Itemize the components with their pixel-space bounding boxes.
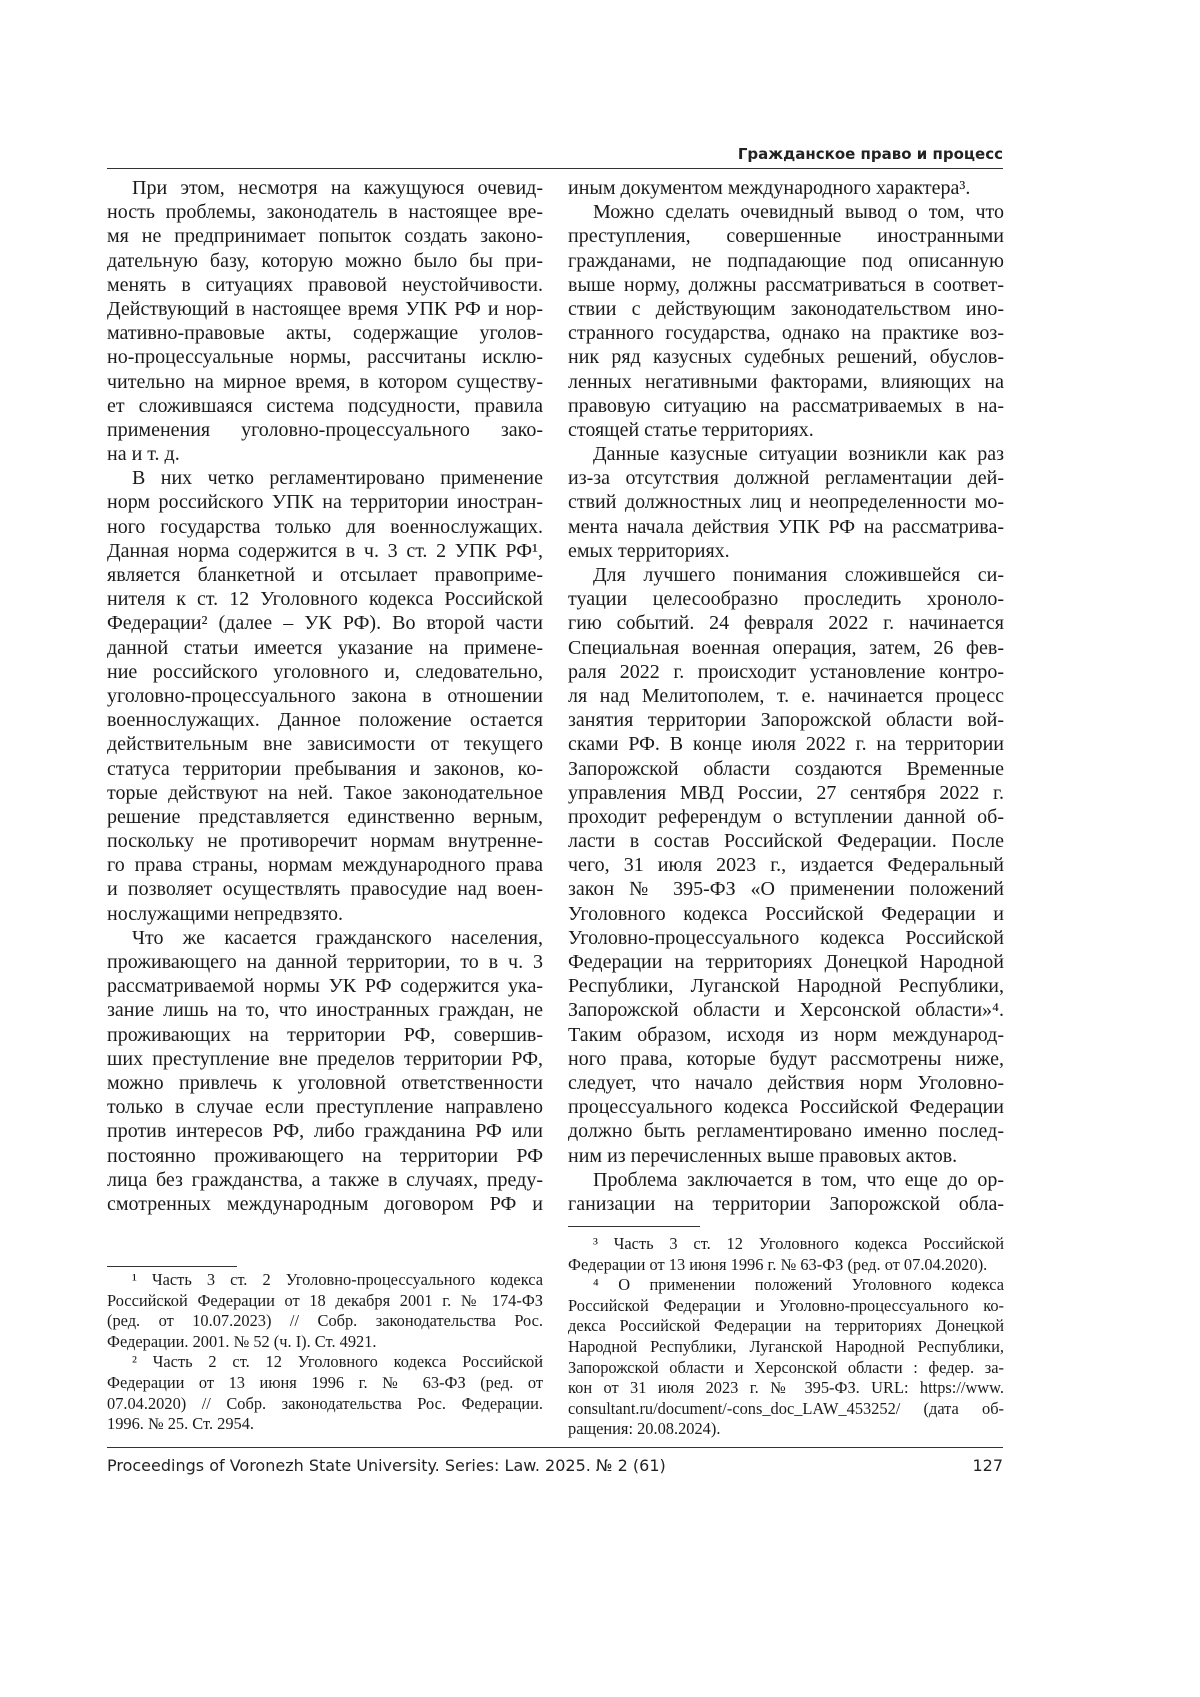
text-line: ность проблемы, законодатель в настоящее вре- bbox=[107, 200, 543, 224]
text-line: емых территориях. bbox=[568, 539, 1004, 563]
text-line: Российской Федерации и Уголовно-процессуального ко- bbox=[568, 1296, 1004, 1317]
text-line: из-за отсутствия должной регламентации дей- bbox=[568, 466, 1004, 490]
text-line: Специальная военная операция, затем, 26 фев- bbox=[568, 636, 1004, 660]
footnotes-left bbox=[107, 1270, 543, 1435]
paragraph bbox=[568, 200, 1004, 442]
text-line: Таким образом, исходя из норм международ- bbox=[568, 1023, 1004, 1047]
footnote bbox=[107, 1352, 543, 1434]
text-line: ¹ Часть 3 ст. 2 Уголовно-процессуального кодекса bbox=[107, 1270, 543, 1291]
footnote bbox=[568, 1275, 1004, 1440]
text-line: Запорожской области и Херсонской области»⁴. bbox=[568, 998, 1004, 1022]
text-line: и позволяет осуществлять правосудие над воен- bbox=[107, 877, 543, 901]
text-line: (ред. от 10.07.2023) // Собр. законодательства Рос. bbox=[107, 1311, 543, 1332]
text-line: поскольку не противоречит нормам внутренне- bbox=[107, 829, 543, 853]
text-line: но-процессуальные нормы, рассчитаны исклю- bbox=[107, 345, 543, 369]
text-line: Проблема заключается в том, что еще до ор- bbox=[568, 1168, 1004, 1192]
text-line: норм российского УПК на территории иностран- bbox=[107, 490, 543, 514]
text-line: стоящей статье территориях. bbox=[568, 418, 1004, 442]
text-line: закон № 395-ФЗ «О применении положений bbox=[568, 877, 1004, 901]
text-line: торые действуют на ней. Такое законодательное bbox=[107, 781, 543, 805]
text-line: ⁴ О применении положений Уголовного кодекса bbox=[568, 1275, 1004, 1296]
text-line: Республики, Луганской Народной Республики, bbox=[568, 974, 1004, 998]
text-line: менять в ситуациях правовой неустойчивости. bbox=[107, 273, 543, 297]
text-line: иным документом международного характера³. bbox=[568, 176, 1004, 200]
text-line: ласти в состав Российской Федерации. После bbox=[568, 829, 1004, 853]
text-line: Действующий в настоящее время УПК РФ и нор- bbox=[107, 297, 543, 321]
text-line: странного государства, однако на практике воз- bbox=[568, 321, 1004, 345]
text-line: только в случае если преступление направлено bbox=[107, 1095, 543, 1119]
footnote-separator-right bbox=[568, 1226, 700, 1227]
footnote-separator-left bbox=[107, 1266, 237, 1267]
footnote bbox=[568, 1234, 1004, 1275]
text-line: выше норму, должны рассматриваться в соответ- bbox=[568, 273, 1004, 297]
text-line: проживающего на данной территории, то в ч. 3 bbox=[107, 950, 543, 974]
text-line: военнослужащих. Данное положение остается bbox=[107, 708, 543, 732]
text-line: ного государства только для военнослужащих. bbox=[107, 515, 543, 539]
text-line: ет сложившаяся система подсудности, правила bbox=[107, 394, 543, 418]
text-line: Российской Федерации от 18 декабря 2001 г. № 174-ФЗ bbox=[107, 1291, 543, 1312]
text-line: гию событий. 24 февраля 2022 г. начинается bbox=[568, 611, 1004, 635]
text-line: ³ Часть 3 ст. 12 Уголовного кодекса Российской bbox=[568, 1234, 1004, 1255]
text-line: можно привлечь к уголовной ответственности bbox=[107, 1071, 543, 1095]
footer-rule bbox=[107, 1447, 1003, 1448]
text-line: ник ряд казусных судебных решений, обуслов- bbox=[568, 345, 1004, 369]
text-line: постоянно проживающего на территории РФ bbox=[107, 1144, 543, 1168]
text-line: чего, 31 июля 2023 г., издается Федеральный bbox=[568, 853, 1004, 877]
text-line: мя не предпринимает попыток создать законо- bbox=[107, 224, 543, 248]
running-header-section-title: Гражданское право и процесс bbox=[738, 145, 1003, 163]
text-line: чительно на мирное время, в котором существу- bbox=[107, 370, 543, 394]
text-line: ние российского уголовного и, следовательно, bbox=[107, 660, 543, 684]
text-line: уголовно-процессуального закона в отношении bbox=[107, 684, 543, 708]
text-line: Федерации² (далее – УК РФ). Во второй части bbox=[107, 611, 543, 635]
paragraph bbox=[107, 466, 543, 926]
text-line: данной статьи имеется указание на примене- bbox=[107, 636, 543, 660]
footnote bbox=[107, 1270, 543, 1352]
text-line: кон от 31 июля 2023 г. № 395-ФЗ. URL: https://www. bbox=[568, 1378, 1004, 1399]
text-line: против интересов РФ, либо гражданина РФ или bbox=[107, 1119, 543, 1143]
text-line: следует, что начало действия норм Уголовно- bbox=[568, 1071, 1004, 1095]
text-line: декса Российской Федерации на территориях Донецкой bbox=[568, 1316, 1004, 1337]
text-line: управления МВД России, 27 сентября 2022 г. bbox=[568, 781, 1004, 805]
text-line: гражданами, не подпадающие под описанную bbox=[568, 249, 1004, 273]
text-line: При этом, несмотря на кажущуюся очевид- bbox=[107, 176, 543, 200]
text-line: Федерации. 2001. № 52 (ч. I). Ст. 4921. bbox=[107, 1332, 543, 1353]
text-line: занятия территории Запорожской области вой- bbox=[568, 708, 1004, 732]
text-line: Для лучшего понимания сложившейся си- bbox=[568, 563, 1004, 587]
text-line: сками РФ. В конце июля 2022 г. на территории bbox=[568, 732, 1004, 756]
text-line: мента начала действия УПК РФ на рассматрива- bbox=[568, 515, 1004, 539]
text-line: мативно-правовые акты, содержащие уголов- bbox=[107, 321, 543, 345]
text-line: Уголовного кодекса Российской Федерации и bbox=[568, 902, 1004, 926]
text-line: consultant.ru/document/-cons_doc_LAW_453252/ (дата об- bbox=[568, 1399, 1004, 1420]
header-rule bbox=[107, 168, 1003, 169]
text-line: Уголовно-процессуального кодекса Российской bbox=[568, 926, 1004, 950]
text-line: раля 2022 г. происходит установление контро- bbox=[568, 660, 1004, 684]
paragraph bbox=[107, 926, 543, 1216]
page-number: 127 bbox=[972, 1456, 1003, 1475]
text-line: 07.04.2020) // Собр. законодательства Рос. Федерации. bbox=[107, 1394, 543, 1415]
body-column-left bbox=[107, 176, 543, 1216]
text-line: ленных негативными факторами, влияющих на bbox=[568, 370, 1004, 394]
text-line: Федерации на территориях Донецкой Народной bbox=[568, 950, 1004, 974]
text-line: зание лишь на то, что иностранных граждан, не bbox=[107, 998, 543, 1022]
body-column-right bbox=[568, 176, 1004, 1216]
text-line: Федерации от 13 июня 1996 г. № 63-ФЗ (ред. от 07.04.2020). bbox=[568, 1255, 1004, 1276]
text-line: ля над Мелитополем, т. е. начинается процесс bbox=[568, 684, 1004, 708]
text-line: проживающих на территории РФ, совершив- bbox=[107, 1023, 543, 1047]
text-line: Данная норма содержится в ч. 3 ст. 2 УПК РФ¹, bbox=[107, 539, 543, 563]
text-line: применения уголовно-процессуального зако- bbox=[107, 418, 543, 442]
text-line: Федерации от 13 июня 1996 г. № 63-ФЗ (ред. от bbox=[107, 1373, 543, 1394]
text-line: действительным вне зависимости от текущего bbox=[107, 732, 543, 756]
text-line: лица без гражданства, а также в случаях, преду- bbox=[107, 1168, 543, 1192]
text-line: рассматриваемой нормы УК РФ содержится ука- bbox=[107, 974, 543, 998]
text-line: туации целесообразно проследить хроноло- bbox=[568, 587, 1004, 611]
text-line: ² Часть 2 ст. 12 Уголовного кодекса Российской bbox=[107, 1352, 543, 1373]
text-line: нителя к ст. 12 Уголовного кодекса Российской bbox=[107, 587, 543, 611]
text-line: Народной Республики, Луганской Народной Республики, bbox=[568, 1337, 1004, 1358]
text-line: является бланкетной и отсылает правоприме- bbox=[107, 563, 543, 587]
footnotes-right bbox=[568, 1234, 1004, 1440]
footer-journal-title: Proceedings of Voronezh State University. Series: Law. 2025. № 2 (61) bbox=[107, 1456, 666, 1475]
text-line: решение представляется единственно верным, bbox=[107, 805, 543, 829]
text-line: Запорожской области создаются Временные bbox=[568, 757, 1004, 781]
text-line: проходит референдум о вступлении данной об- bbox=[568, 805, 1004, 829]
text-line: ним из перечисленных выше правовых актов. bbox=[568, 1144, 1004, 1168]
paragraph bbox=[107, 176, 543, 466]
text-line: го права страны, нормам международного права bbox=[107, 853, 543, 877]
text-line: нослужащими непредвзято. bbox=[107, 902, 543, 926]
text-line: правовую ситуацию на рассматриваемых в на- bbox=[568, 394, 1004, 418]
text-line: ших преступление вне пределов территории РФ, bbox=[107, 1047, 543, 1071]
text-line: Данные казусные ситуации возникли как раз bbox=[568, 442, 1004, 466]
text-line: дательную базу, которую можно было бы при- bbox=[107, 249, 543, 273]
text-line: В них четко регламентировано применение bbox=[107, 466, 543, 490]
text-line: должно быть регламентировано именно послед- bbox=[568, 1119, 1004, 1143]
text-line: ствии с действующим законодательством ино- bbox=[568, 297, 1004, 321]
text-line: на и т. д. bbox=[107, 442, 543, 466]
text-line: смотренных международным договором РФ и bbox=[107, 1192, 543, 1216]
text-line: ганизации на территории Запорожской обла- bbox=[568, 1192, 1004, 1216]
text-line: статуса территории пребывания и законов, ко- bbox=[107, 757, 543, 781]
text-line: ращения: 20.08.2024). bbox=[568, 1419, 1004, 1440]
text-line: 1996. № 25. Ст. 2954. bbox=[107, 1414, 543, 1435]
paragraph bbox=[568, 176, 1004, 200]
paragraph bbox=[568, 563, 1004, 1168]
paragraph bbox=[568, 442, 1004, 563]
text-line: ного права, которые будут рассмотрены ниже, bbox=[568, 1047, 1004, 1071]
text-line: Запорожской области и Херсонской области : федер. за- bbox=[568, 1358, 1004, 1379]
text-line: Можно сделать очевидный вывод о том, что bbox=[568, 200, 1004, 224]
text-line: процессуального кодекса Российской Федерации bbox=[568, 1095, 1004, 1119]
paragraph bbox=[568, 1168, 1004, 1216]
text-line: Что же касается гражданского населения, bbox=[107, 926, 543, 950]
text-line: ствий должностных лиц и неопределенности мо- bbox=[568, 490, 1004, 514]
text-line: преступления, совершенные иностранными bbox=[568, 224, 1004, 248]
